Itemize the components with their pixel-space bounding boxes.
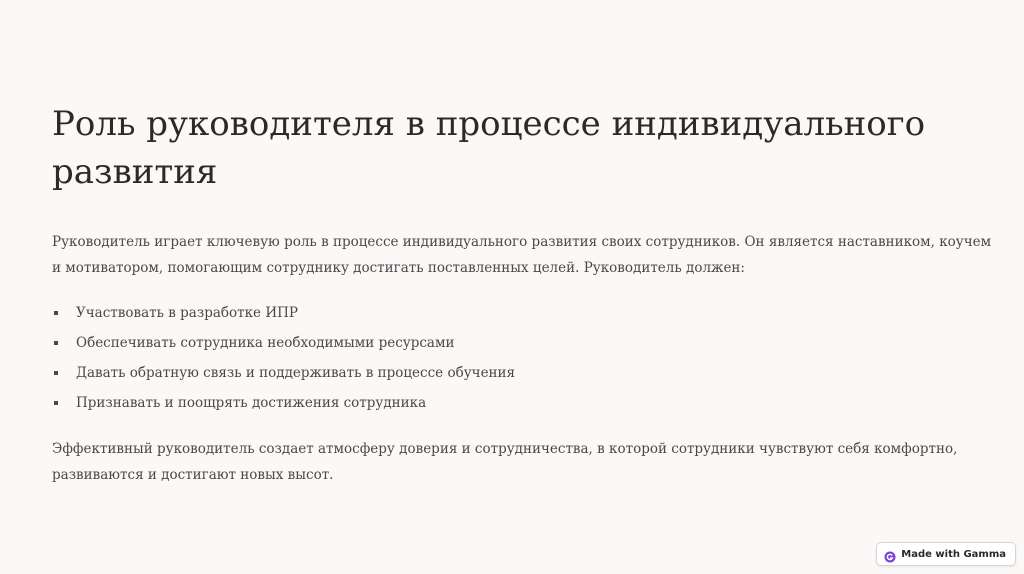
slide-content	[52, 100, 992, 488]
badge-label: Made with Gamma	[901, 548, 1006, 560]
bullet-marker	[54, 341, 58, 345]
list-item	[52, 358, 992, 388]
bullet-marker	[54, 311, 58, 315]
bullet-marker	[54, 371, 58, 375]
list-item	[52, 298, 992, 328]
bullet-marker	[54, 401, 58, 405]
bullet-text: Признавать и поощрять достижения сотрудника	[76, 395, 427, 411]
slide-title: Роль руководителя в процессе индивидуального развития	[52, 104, 926, 192]
intro-paragraph: Руководитель играет ключевую роль в процессе индивидуального развития своих сотрудников. Он является наставником, коучем и мотиватором, помогающим сотруднику достигать поставленных целей. Руководитель должен:	[52, 234, 992, 276]
gamma-logo-icon	[884, 548, 896, 560]
bullet-text: Участвовать в разработке ИПР	[76, 305, 298, 321]
bullet-text: Давать обратную связь и поддерживать в процессе обучения	[76, 365, 516, 381]
list-item	[52, 328, 992, 358]
bullet-list	[52, 298, 992, 418]
list-item	[52, 388, 992, 418]
conclusion-paragraph: Эффективный руководитель создает атмосферу доверия и сотрудничества, в которой сотрудники чувствуют себя комфортно, развиваются и достигают новых высот.	[52, 441, 958, 483]
bullet-text: Обеспечивать сотрудника необходимыми ресурсами	[76, 335, 455, 351]
made-with-gamma-button[interactable]	[876, 542, 1016, 566]
